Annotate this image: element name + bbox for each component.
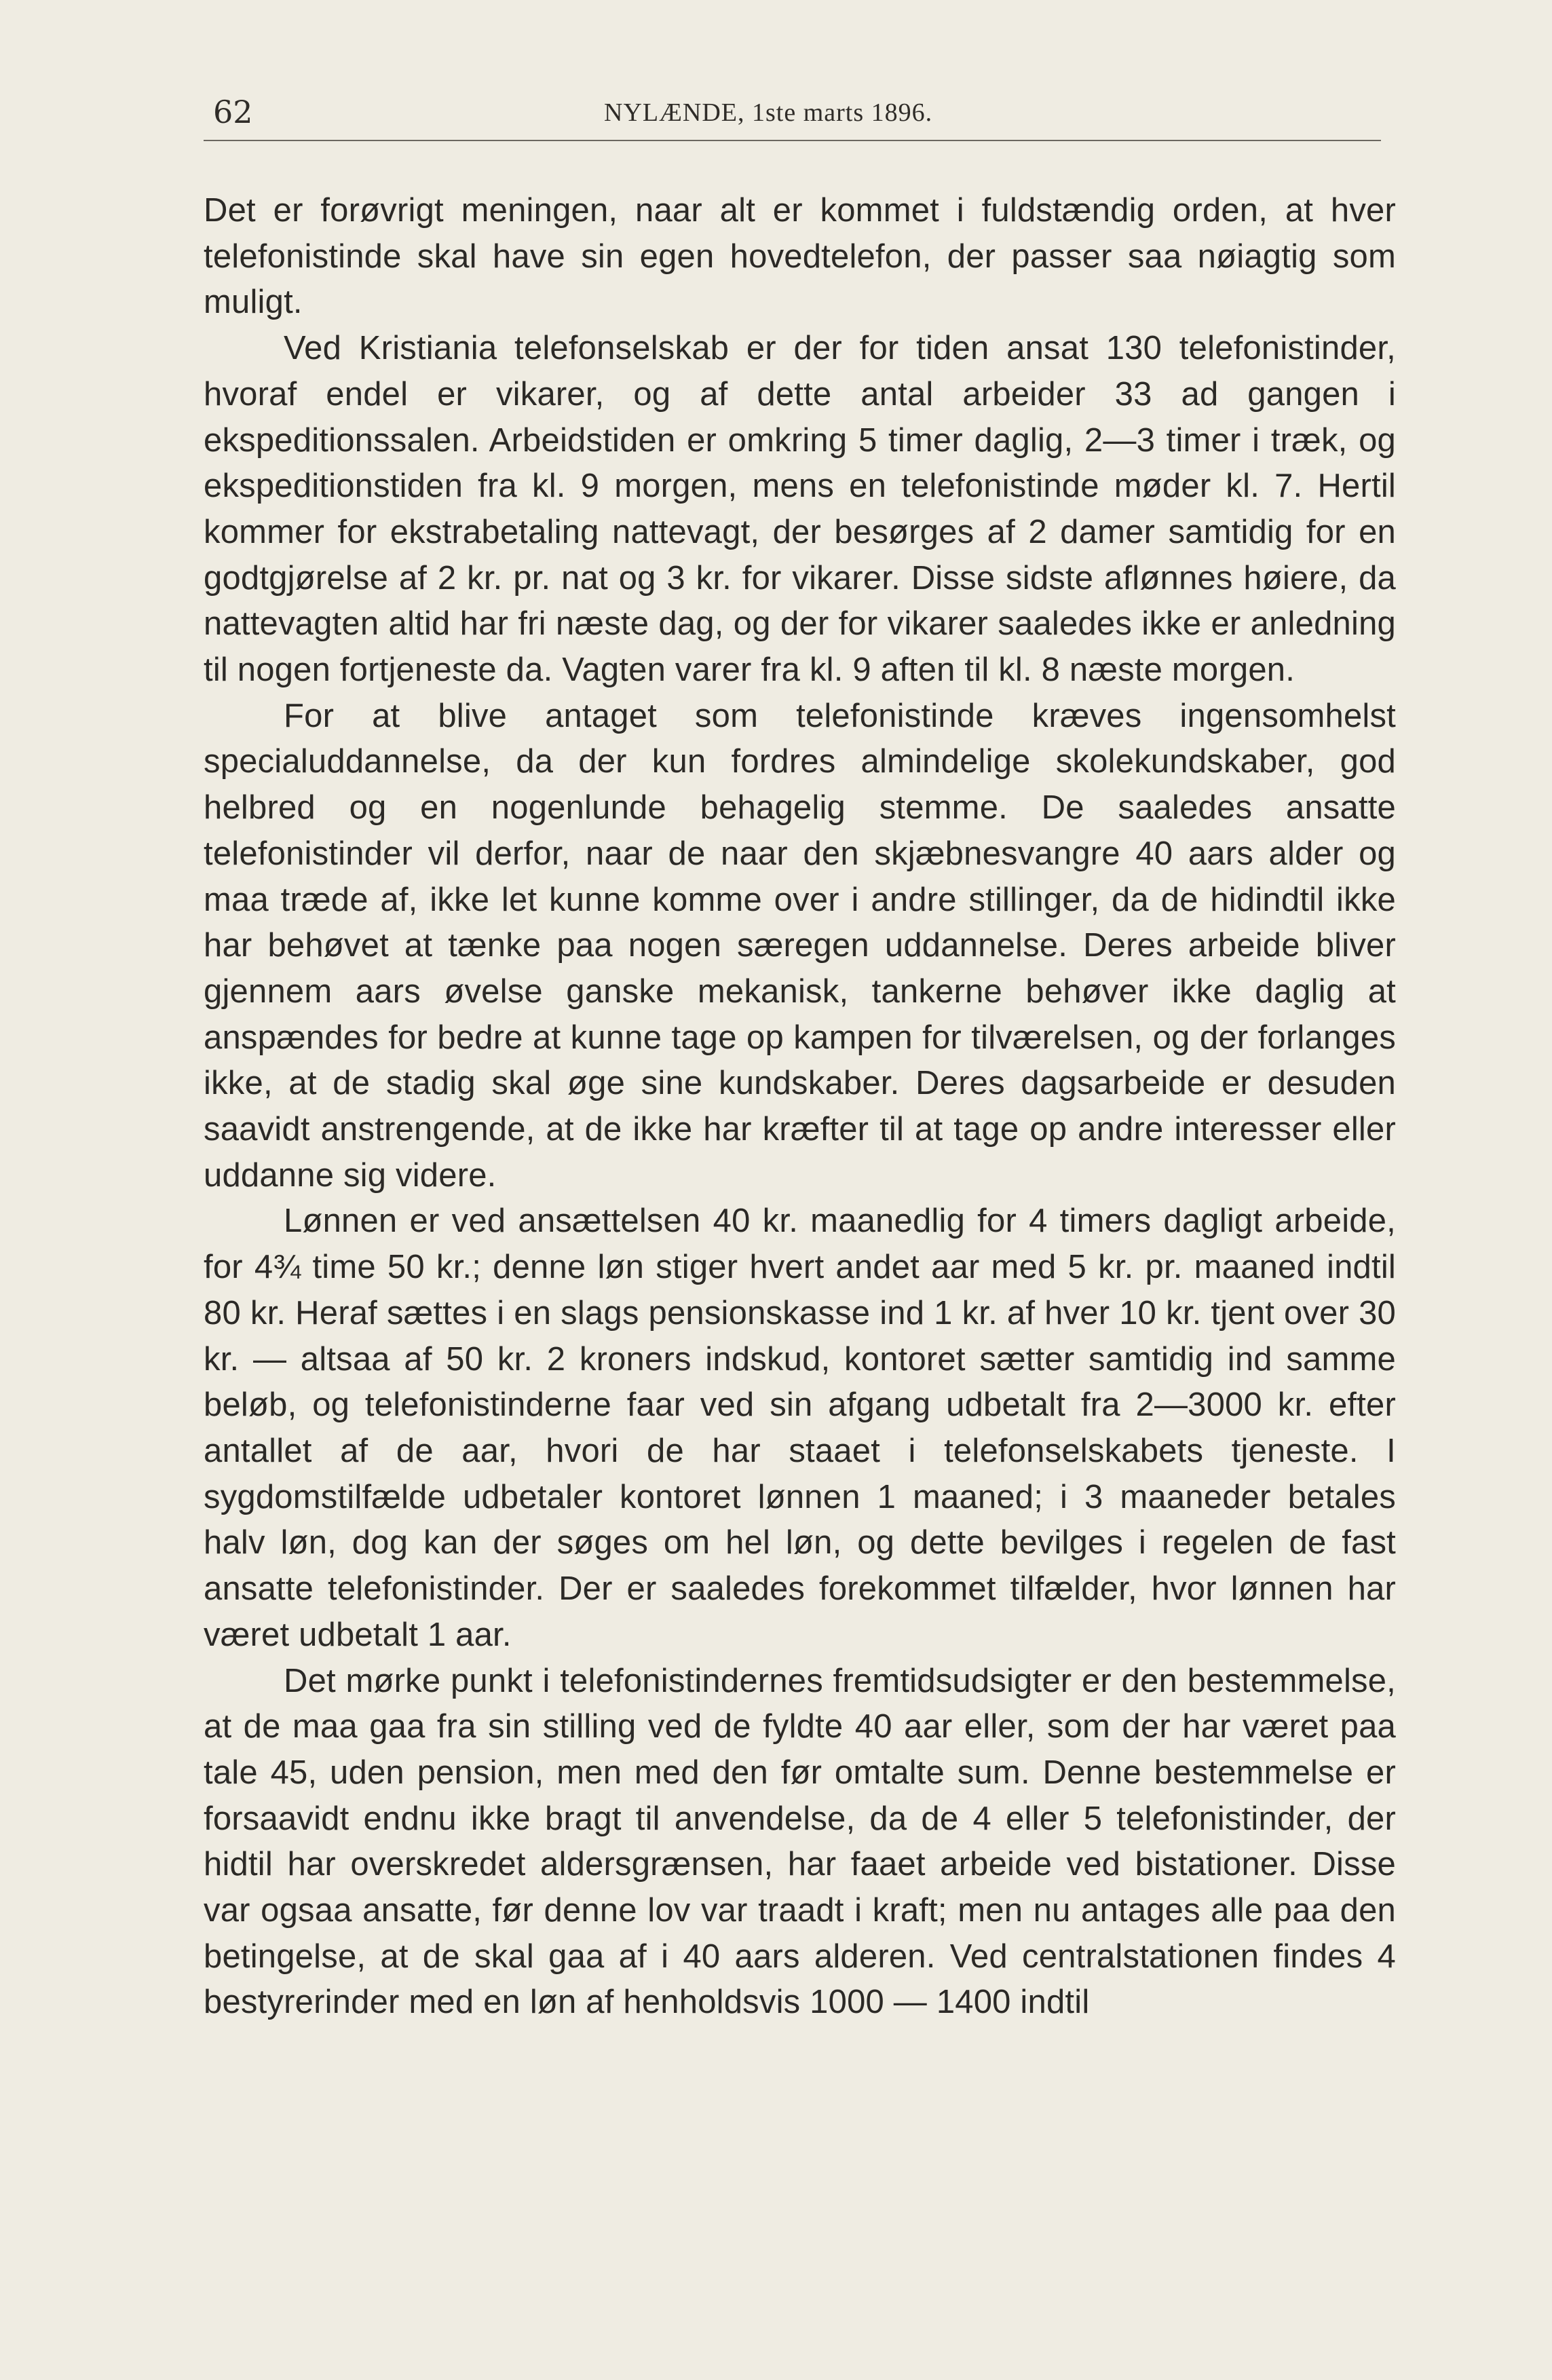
paragraph-2: Ved Kristiania telefonselskab er der for tiden ansat 130 telefonistinder, hvoraf endel er vikarer, og af dette antal arbeider 33 ad gangen i ekspeditionssalen. Arbeidstiden er omkring 5 timer daglig, 2—3 timer i træk, og ekspeditionstiden fra kl. 9 morgen, mens en telefonistinde møder kl. 7. Hertil kommer for ekstrabetaling nattevagt, der besørges af 2 damer samtidig for en godtgjørelse af 2 kr. pr. nat og 3 kr. for vikarer. Disse sidste aflønnes høiere, da nattevagten altid har fri næste dag, og der for vikarer saaledes ikke er anledning til nogen fortjeneste da. Vagten varer fra kl. 9 aften til kl. 8 næste morgen.: [204, 330, 1396, 689]
page-number: 62: [213, 94, 253, 130]
paragraph-3: For at blive antaget som telefonistinde kræves ingensomhelst specialuddannelse, da der kun fordres almindelige skolekundskaber, god helbred og en nogenlunde behagelig stemme. De saaledes ansatte telefonistinder vil derfor, naar de naar den skjæbnesvangre 40 aars alder og maa træde af, ikke let kunne komme over i andre stillinger, da de hidindtil ikke har behøvet at tænke paa nogen særegen uddannelse. Deres arbeide bliver gjennem aars øvelse ganske mekanisk, tankerne behøver ikke daglig at anspændes for bedre at kunne tage op kampen for tilværelsen, og der forlanges ikke, at de stadig skal øge sine kundskaber. Deres dagsarbeide er desuden saavidt anstrengende, at de ikke har kræfter til at tage op andre interesser eller uddanne sig videre.: [204, 697, 1396, 1194]
body-text: [204, 188, 1396, 2026]
header-rule: [204, 140, 1381, 141]
running-head: [204, 88, 1381, 143]
paragraph-5: Det mørke punkt i telefonistindernes fremtidsudsigter er den bestemmelse, at de maa gaa fra sin stilling ved de fyldte 40 aar eller, som der har været paa tale 45, uden pension, men med den før omtalte sum. Denne bestemmelse er forsaavidt endnu ikke bragt til anvendelse, da de 4 eller 5 telefonistinder, der hidtil har overskredet aldersgrænsen, har faaet arbeide ved bistationer. Disse var ogsaa ansatte, før denne lov var traadt i kraft; men nu antages alle paa den betingelse, at de skal gaa af i 40 aars alderen. Ved centralstationen findes 4 bestyrerinder med en løn af henholdsvis 1000 — 1400 indtil: [204, 1662, 1396, 2021]
paragraph-4: Lønnen er ved ansættelsen 40 kr. maanedlig for 4 timers dagligt arbeide, for 4¾ time 50 kr.; denne løn stiger hvert andet aar med 5 kr. pr. maaned indtil 80 kr. Heraf sættes i en slags pensionskasse ind 1 kr. af hver 10 kr. tjent over 30 kr. — altsaa af 50 kr. 2 kroners indskud, kontoret sætter samtidig ind samme beløb, og telefonistinderne faar ved sin afgang udbetalt fra 2—3000 kr. efter antallet af de aar, hvori de har staaet i telefonselskabets tjeneste. I sygdomstilfælde udbetaler kontoret lønnen 1 maaned; i 3 maaneder betales halv løn, dog kan der søges om hel løn, og dette bevilges i regelen de fast ansatte telefonistinder. Der er saaledes forekommet tilfælder, hvor lønnen har været udbetalt 1 aar.: [204, 1203, 1396, 1653]
running-head-title: NYLÆNDE, 1ste marts 1896.: [604, 98, 933, 127]
paragraph-1: Det er forøvrigt meningen, naar alt er kommet i fuldstændig orden, at hver telefonistinde skal have sin egen hovedtelefon, der passer saa nøiagtig som muligt.: [204, 192, 1396, 321]
